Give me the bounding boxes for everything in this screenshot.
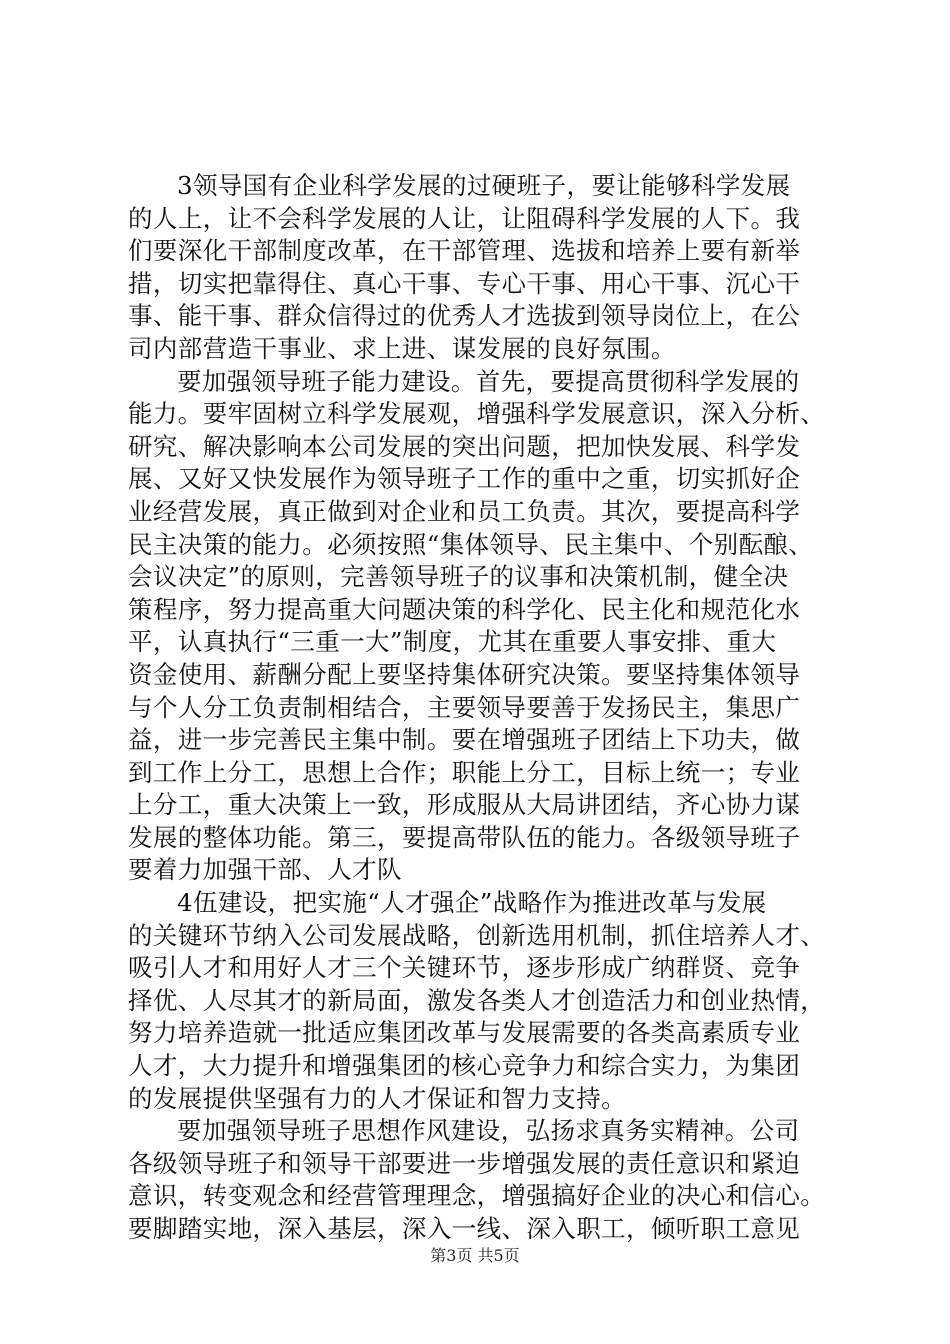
text-line: 3领导国有企业科学发展的过硬班子，要让能够科学发展 — [177, 171, 791, 200]
text-line: 业经营发展，真正做到对企业和员工负责。其次，要提高科学 — [128, 496, 801, 526]
text-line: 司内部营造干事业、求上进、谋发展的良好氛围。 — [128, 333, 676, 363]
text-line: 的发展提供坚强有力的人才保证和智力支持。 — [128, 1083, 626, 1113]
text-line: 平，认真执行“三重一大”制度，尤其在重要人事安排、重大 — [128, 627, 777, 657]
text-line: 益，进一步完善民主集中制。要在增强班子团结上下功夫，做 — [128, 725, 801, 755]
text-line: 要脚踏实地，深入基层，深入一线、深入职工，倾听职工意见 — [128, 1214, 801, 1243]
text-line: 与个人分工负责制相结合，主要领导要善于发扬民主，集思广 — [128, 692, 801, 722]
text-line: 意识，转变观念和经营管理理念，增强搞好企业的决心和信心。 — [128, 1181, 826, 1211]
text-line: 要加强领导班子思想作风建设，弘扬求真务实精神。公司 — [177, 1116, 800, 1146]
paragraph-3 — [128, 887, 840, 1115]
text-line: 上分工，重大决策上一致，形成服从大局讲团结，齐心协力谋 — [128, 790, 801, 820]
paragraph-1 — [128, 170, 840, 366]
text-line: 们要深化干部制度改革，在干部管理、选拔和培养上要有新举 — [128, 236, 801, 266]
text-line: 研究、解决影响本公司发展的突出问题，把加快发展、科学发 — [128, 431, 801, 461]
text-line: 4伍建设，把实施“人才强企”战略作为推进改革与发展 — [177, 888, 767, 918]
text-line: 资金使用、薪酬分配上要坚持集体研究决策。要坚持集体领导 — [128, 659, 801, 689]
document-body — [128, 170, 840, 1246]
text-line: 人才，大力提升和增强集团的核心竞争力和综合实力，为集团 — [128, 1051, 801, 1081]
paragraph-2 — [128, 366, 840, 888]
text-line: 措，切实把靠得住、真心干事、专心干事、用心干事、沉心干 — [128, 268, 801, 298]
text-line: 要加强领导班子能力建设。首先，要提高贯彻科学发展的 — [177, 366, 800, 396]
text-line: 要着力加强干部、人才队 — [128, 855, 402, 885]
paragraph-4 — [128, 1115, 840, 1245]
text-line: 的人上，让不会科学发展的人让，让阻碍科学发展的人下。我 — [128, 203, 801, 233]
text-line: 的关键环节纳入公司发展战略，创新选用机制，抓住培养人才、 — [128, 920, 826, 950]
text-line: 能力。要牢固树立科学发展观，增强科学发展意识，深入分析、 — [128, 399, 826, 429]
text-line: 事、能干事、群众信得过的优秀人才选拔到领导岗位上，在公 — [128, 301, 801, 331]
text-line: 各级领导班子和领导干部要进一步增强发展的责任意识和紧迫 — [128, 1148, 801, 1178]
text-line: 民主决策的能力。必须按照“集体领导、民主集中、个别酝酿、 — [128, 529, 814, 559]
text-line: 策程序，努力提高重大问题决策的科学化、民主化和规范化水 — [128, 594, 801, 624]
text-line: 努力培养造就一批适应集团改革与发展需要的各类高素质专业 — [128, 1018, 801, 1048]
text-line: 择优、人尽其才的新局面，激发各类人才创造活力和创业热情， — [128, 985, 826, 1015]
text-line: 展、又好又快发展作为领导班子工作的重中之重，切实抓好企 — [128, 464, 801, 494]
text-line: 会议决定”的原则，完善领导班子的议事和决策机制，健全决 — [128, 562, 789, 592]
text-line: 发展的整体功能。第三，要提高带队伍的能力。各级领导班子 — [128, 822, 801, 852]
text-line: 到工作上分工，思想上合作；职能上分工，目标上统一；专业 — [128, 757, 801, 787]
page-number-footer: 第3页 共5页 — [430, 1246, 520, 1265]
text-line: 吸引人才和用好人才三个关键环节，逐步形成广纳群贤、竞争 — [128, 953, 801, 983]
